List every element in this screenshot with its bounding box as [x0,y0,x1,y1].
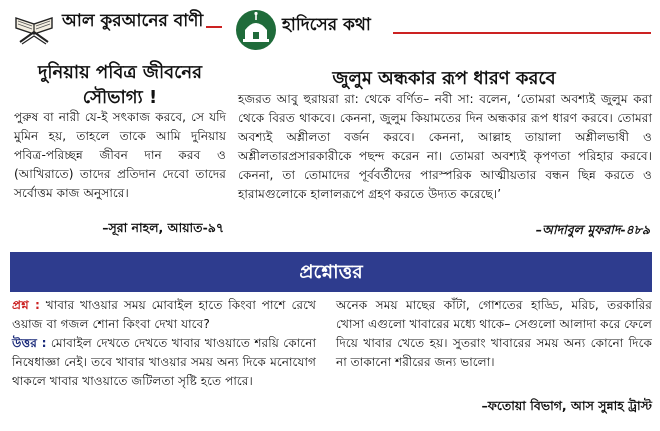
hadith-section-title: হাদিসের কথা [282,15,371,35]
quran-title-rule [206,26,222,28]
quran-verse-heading: দুনিয়ায় পবিত্র জীবনের সৌভাগ্য ! [37,62,203,108]
question-label: প্রশ্ন : [12,298,40,312]
mosque-dome-icon [234,8,278,52]
hadith-text: হজরত আবু হুরায়রা রা: থেকে বর্ণিত– নবী সা: বলেন, ‘তোমরা অবশ্যই জুলুম করা থেকে বিরত থাকবে। কেননা, জুলুম কিয়ামতের দিন অন্ধকার রূপ ধারণ করবে। তোমরা অবশ্যই অশ্লীলতা বর্জন করবে। কেননা, আল্লাহ তায়ালা অশ্লীলভাষী ও অশ্লীলতারপ্রসারকারীকে পছন্দ করেন না। তোমরা অবশ্যই কৃপণতা পরিহার করবে। কেননা, তা তোমাদের পূর্ববর্তীদের পারস্পরিক আত্মীয়তার বন্ধন ছিন্ন করতে ও হারামগুলোকে হালালরূপে গ্রহণ করতে উদ্যত করেছে।’ [238,92,652,201]
answer-text-part2: অনেক সময় মাছের কাঁটা, গোশতের হাড্ডি, মরিচ, তরকারির খোসা এগুলো খাবারের মধ্যে থাকে– সেগুলো আলাদা করে ফেলে দিয়ে খাবার খেতে হয়। সুতরাং খাবারের সময় অন্য কোনো দিকে না তাকানো শরীরের জন্য ভালো। [336,298,652,369]
hadith-title-rule [393,32,651,34]
quran-verse-text: পুরুষ বা নারী যে-ই সৎকাজ করবে, সে যদি মুমিন হয়, তাহলে তাকে আমি দুনিয়ায় পবিত্র-পরিচ্ছন্ন জীবন দান করব ও (আখিরাতে) তাদের প্রতিদান দেবো তাদের সর্বোত্তম কাজ অনুসারে। [14,110,226,200]
qa-question-answer-block [12,296,316,391]
hadith-reference: –আদাবুল মুফরাদ-৪৮৯ [535,222,650,237]
quran-stand-icon [10,6,58,46]
qa-section-title: প্রশ্নোত্তর [299,261,363,283]
quran-section-title: আল কুরআনের বাণী [62,11,204,31]
qa-reference: –ফতোয়া বিভাগ, আস সুন্নাহ ট্রাস্ট [481,398,652,413]
question-text: খাবার খাওয়ার সময় মোবাইল হাতে কিংবা পাশে রেখে ওয়াজ বা গজল শোনা কিংবা দেখা যাবে? [12,298,316,331]
answer-label: উত্তর : [12,336,47,350]
hadith-heading: জুলুম অন্ধকার রূপ ধারণ করবে [332,68,556,89]
quran-verse-reference: –সূরা নাহল, আয়াত-৯৭ [102,220,224,235]
answer-text-part1: মোবাইল দেখতে দেখতে খাবার খাওয়াতে শরয়ি কোনো নিষেধাজ্ঞা নেই। তবে খাবার খাওয়ার সময় অন্য দিকে মনোযোগ থাকলে খাবার খাওয়াতে জটিলতা সৃষ্টি হতে পারে। [12,336,316,388]
